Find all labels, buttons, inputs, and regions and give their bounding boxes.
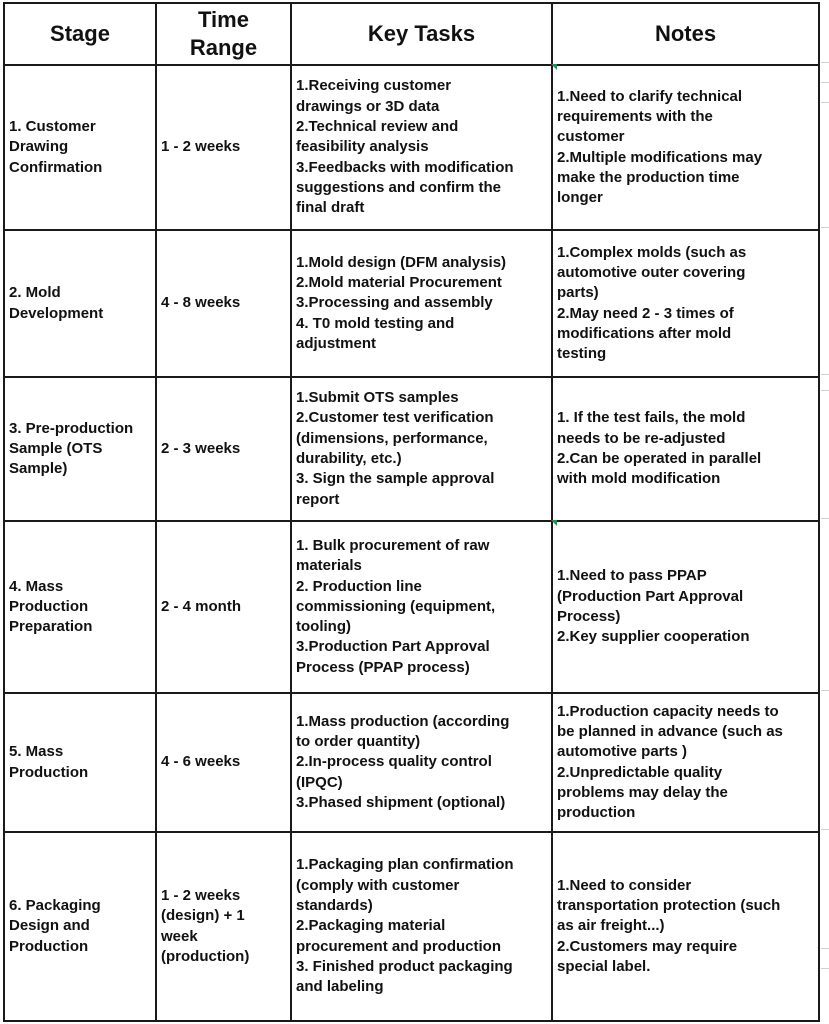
cell-text-line: testing bbox=[557, 345, 607, 363]
header-notes-text: Notes bbox=[654, 21, 717, 46]
table-row bbox=[4, 832, 819, 1021]
time-text bbox=[161, 439, 286, 459]
time-cell bbox=[156, 832, 291, 1021]
cell-text-line: 1.Mass production (according bbox=[296, 712, 510, 730]
cell-text-line: 2. Mold bbox=[9, 284, 61, 302]
tasks-text bbox=[296, 253, 547, 354]
cell-text-line: adjustment bbox=[296, 334, 377, 352]
cell-text-line: production bbox=[557, 804, 636, 822]
cell-text-line: 3.Processing and assembly bbox=[296, 294, 493, 312]
cell-text-line: 1.Need to clarify technical bbox=[557, 87, 743, 105]
cell-text-line: 3. Finished product packaging bbox=[296, 957, 513, 975]
time-cell bbox=[156, 230, 291, 377]
cell-text-line: Preparation bbox=[9, 618, 93, 636]
cell-text-line: 1.Packaging plan confirmation bbox=[296, 856, 514, 874]
cell-text-line: Production bbox=[9, 937, 89, 955]
cell-text-line: 1. Customer bbox=[9, 118, 96, 136]
cell-text-line: 2.Mold material Procurement bbox=[296, 274, 502, 292]
cell-text-line: 3.Production Part Approval bbox=[296, 638, 490, 656]
cell-text-line: 1.Complex molds (such as bbox=[557, 243, 747, 261]
cell-text-line: week bbox=[161, 927, 198, 945]
header-stage bbox=[4, 3, 156, 65]
time-text bbox=[161, 137, 286, 157]
tasks-cell bbox=[291, 693, 552, 832]
tasks-cell bbox=[291, 377, 552, 521]
table-row bbox=[4, 377, 819, 521]
cell-text-line: and labeling bbox=[296, 978, 384, 996]
stage-cell bbox=[4, 832, 156, 1021]
header-notes bbox=[552, 3, 819, 65]
tasks-text bbox=[296, 388, 547, 510]
cell-text-line: 3.Feedbacks with modification bbox=[296, 158, 514, 176]
cell-text-line: 4. Mass bbox=[9, 577, 64, 595]
gridline-stub bbox=[821, 518, 829, 519]
tasks-text bbox=[296, 712, 547, 813]
cell-text-line: 1. If the test fails, the mold bbox=[557, 409, 746, 427]
cell-text-line: modifications after mold bbox=[557, 324, 732, 342]
cell-text-line: as air freight...) bbox=[557, 917, 665, 935]
notes-cell bbox=[552, 521, 819, 693]
cell-text-line: 2.May need 2 - 3 times of bbox=[557, 304, 734, 322]
cell-text-line: 2.Packaging material bbox=[296, 917, 446, 935]
tasks-text bbox=[296, 855, 547, 997]
cell-text-line: 2. Production line bbox=[296, 577, 422, 595]
time-text bbox=[161, 752, 286, 772]
table-row bbox=[4, 693, 819, 832]
tasks-cell bbox=[291, 65, 552, 230]
header-key-tasks bbox=[291, 3, 552, 65]
notes-text bbox=[557, 408, 814, 489]
cell-text-line: (Production Part Approval bbox=[557, 587, 744, 605]
cell-text-line: transportation protection (such bbox=[557, 897, 781, 915]
stage-cell bbox=[4, 65, 156, 230]
cell-text-line: final draft bbox=[296, 199, 365, 217]
cell-text-line: 4. T0 mold testing and bbox=[296, 314, 455, 332]
cell-text-line: standards) bbox=[296, 897, 373, 915]
cell-text-line: to order quantity) bbox=[296, 733, 421, 751]
cell-text-line: 4 - 6 weeks bbox=[161, 753, 241, 771]
stage-cell bbox=[4, 377, 156, 521]
time-cell bbox=[156, 693, 291, 832]
time-cell bbox=[156, 65, 291, 230]
cell-text-line: Process) bbox=[557, 608, 621, 625]
notes-cell bbox=[552, 230, 819, 377]
gridline-stub bbox=[821, 829, 829, 830]
cell-text-line: automotive parts ) bbox=[557, 743, 688, 761]
cell-text-line: 3. Pre-production bbox=[9, 419, 134, 437]
tasks-text bbox=[296, 76, 547, 218]
cell-text-line: 2.Customer test verification bbox=[296, 409, 494, 427]
cell-text-line: 2.Multiple modifications may bbox=[557, 148, 763, 166]
cell-text-line: feasibility analysis bbox=[296, 138, 429, 156]
cell-text-line: (comply with customer bbox=[296, 876, 460, 894]
cell-text-line: 1.Need to pass PPAP bbox=[557, 567, 707, 585]
cell-text-line: durability, etc.) bbox=[296, 450, 402, 467]
cell-text-line: 1.Submit OTS samples bbox=[296, 389, 459, 407]
cell-text-line: Production bbox=[9, 763, 89, 781]
cell-text-line: be planned in advance (such as bbox=[557, 722, 783, 740]
cell-text-line: Sample) bbox=[9, 460, 68, 478]
gridline-stub bbox=[821, 102, 829, 103]
cell-text-line: drawings or 3D data bbox=[296, 97, 440, 115]
cell-text-line: (production) bbox=[161, 947, 250, 965]
cell-text-line: 2.Can be operated in parallel bbox=[557, 450, 762, 467]
cell-text-line: Production bbox=[9, 597, 89, 615]
process-table-frame bbox=[3, 2, 818, 1019]
cell-text-line: 5. Mass bbox=[9, 743, 64, 761]
header-time-range-text: Time Range bbox=[189, 7, 258, 60]
stage-cell bbox=[4, 521, 156, 693]
cell-text-line: report bbox=[296, 490, 340, 508]
cell-text-line: (IPQC) bbox=[296, 773, 343, 791]
cell-text-line: 1. Bulk procurement of raw bbox=[296, 536, 490, 554]
gridline-stub bbox=[821, 374, 829, 375]
notes-text bbox=[557, 876, 814, 977]
cell-comment-marker bbox=[551, 520, 557, 526]
cell-text-line: special label. bbox=[557, 957, 651, 975]
time-text bbox=[161, 886, 286, 967]
cell-text-line: 1.Receiving customer bbox=[296, 77, 452, 95]
header-stage-text: Stage bbox=[50, 21, 110, 46]
stage-cell bbox=[4, 693, 156, 832]
cell-text-line: with mold modification bbox=[557, 470, 721, 488]
gridline-stub bbox=[821, 82, 829, 83]
gridline-stub bbox=[821, 227, 829, 228]
cell-text-line: Design and bbox=[9, 917, 90, 935]
gridline-stub bbox=[821, 690, 829, 691]
cell-text-line: materials bbox=[296, 557, 362, 575]
notes-text bbox=[557, 87, 814, 209]
cell-text-line: 2 - 3 weeks bbox=[161, 439, 241, 457]
time-cell bbox=[156, 377, 291, 521]
cell-text-line: 1 - 2 weeks bbox=[161, 138, 241, 156]
cell-text-line: 3. Sign the sample approval bbox=[296, 470, 495, 488]
gridline-stub bbox=[821, 968, 829, 969]
cell-text-line: customer bbox=[557, 128, 625, 146]
stage-text bbox=[9, 419, 151, 480]
cell-text-line: (design) + 1 bbox=[161, 907, 245, 925]
cell-text-line: commissioning (equipment, bbox=[296, 597, 496, 615]
cell-text-line: suggestions and confirm the bbox=[296, 178, 502, 196]
time-text bbox=[161, 597, 286, 617]
cell-text-line: automotive outer covering bbox=[557, 263, 746, 281]
process-timeline-table bbox=[3, 2, 820, 1022]
cell-text-line: procurement and production bbox=[296, 937, 502, 955]
notes-cell bbox=[552, 832, 819, 1021]
cell-text-line: Drawing bbox=[9, 138, 69, 156]
notes-cell bbox=[552, 65, 819, 230]
sheet-gridline-stubs bbox=[819, 0, 829, 1024]
cell-text-line: parts) bbox=[557, 284, 599, 302]
cell-text-line: 4 - 8 weeks bbox=[161, 294, 241, 312]
cell-text-line: 3.Phased shipment (optional) bbox=[296, 793, 506, 811]
cell-text-line: 2.Customers may require bbox=[557, 937, 738, 955]
stage-text bbox=[9, 742, 151, 783]
time-cell bbox=[156, 521, 291, 693]
notes-text bbox=[557, 702, 814, 824]
notes-text bbox=[557, 566, 814, 647]
time-text bbox=[161, 293, 286, 313]
cell-text-line: make the production time bbox=[557, 168, 740, 186]
gridline-stub bbox=[821, 62, 829, 63]
cell-text-line: 2.In-process quality control bbox=[296, 753, 492, 771]
tasks-cell bbox=[291, 832, 552, 1021]
stage-text bbox=[9, 117, 151, 178]
stage-text bbox=[9, 896, 151, 957]
gridline-stub bbox=[821, 948, 829, 949]
gridline-stub bbox=[821, 390, 829, 391]
cell-text-line: longer bbox=[557, 189, 603, 207]
cell-text-line: 1.Mold design (DFM analysis) bbox=[296, 253, 507, 271]
tasks-text bbox=[296, 536, 547, 678]
cell-comment-marker bbox=[551, 64, 557, 70]
cell-text-line: 2 - 4 month bbox=[161, 597, 242, 615]
stage-text bbox=[9, 283, 151, 324]
stage-text bbox=[9, 577, 151, 638]
cell-text-line: 2.Unpredictable quality bbox=[557, 763, 723, 781]
cell-text-line: 1.Need to consider bbox=[557, 876, 692, 894]
stage-cell bbox=[4, 230, 156, 377]
notes-text bbox=[557, 243, 814, 365]
cell-text-line: Process (PPAP process) bbox=[296, 658, 470, 676]
cell-text-line: 2.Key supplier cooperation bbox=[557, 628, 750, 646]
cell-text-line: (dimensions, performance, bbox=[296, 429, 488, 447]
cell-text-line: problems may delay the bbox=[557, 783, 728, 801]
cell-text-line: 6. Packaging bbox=[9, 897, 101, 915]
tasks-cell bbox=[291, 521, 552, 693]
cell-text-line: 2.Technical review and bbox=[296, 118, 459, 136]
cell-text-line: tooling) bbox=[296, 618, 351, 636]
table-row bbox=[4, 230, 819, 377]
cell-text-line: needs to be re-adjusted bbox=[557, 429, 726, 447]
notes-cell bbox=[552, 693, 819, 832]
cell-text-line: Confirmation bbox=[9, 158, 103, 176]
cell-text-line: 1 - 2 weeks bbox=[161, 886, 241, 904]
tasks-cell bbox=[291, 230, 552, 377]
table-row bbox=[4, 65, 819, 230]
header-row bbox=[4, 3, 819, 65]
header-key-tasks-text: Key Tasks bbox=[367, 21, 476, 46]
cell-text-line: 1.Production capacity needs to bbox=[557, 702, 779, 720]
cell-text-line: Sample (OTS bbox=[9, 439, 103, 457]
header-time-range bbox=[156, 3, 291, 65]
cell-text-line: Development bbox=[9, 304, 104, 322]
cell-text-line: requirements with the bbox=[557, 107, 713, 125]
table-row bbox=[4, 521, 819, 693]
notes-cell bbox=[552, 377, 819, 521]
